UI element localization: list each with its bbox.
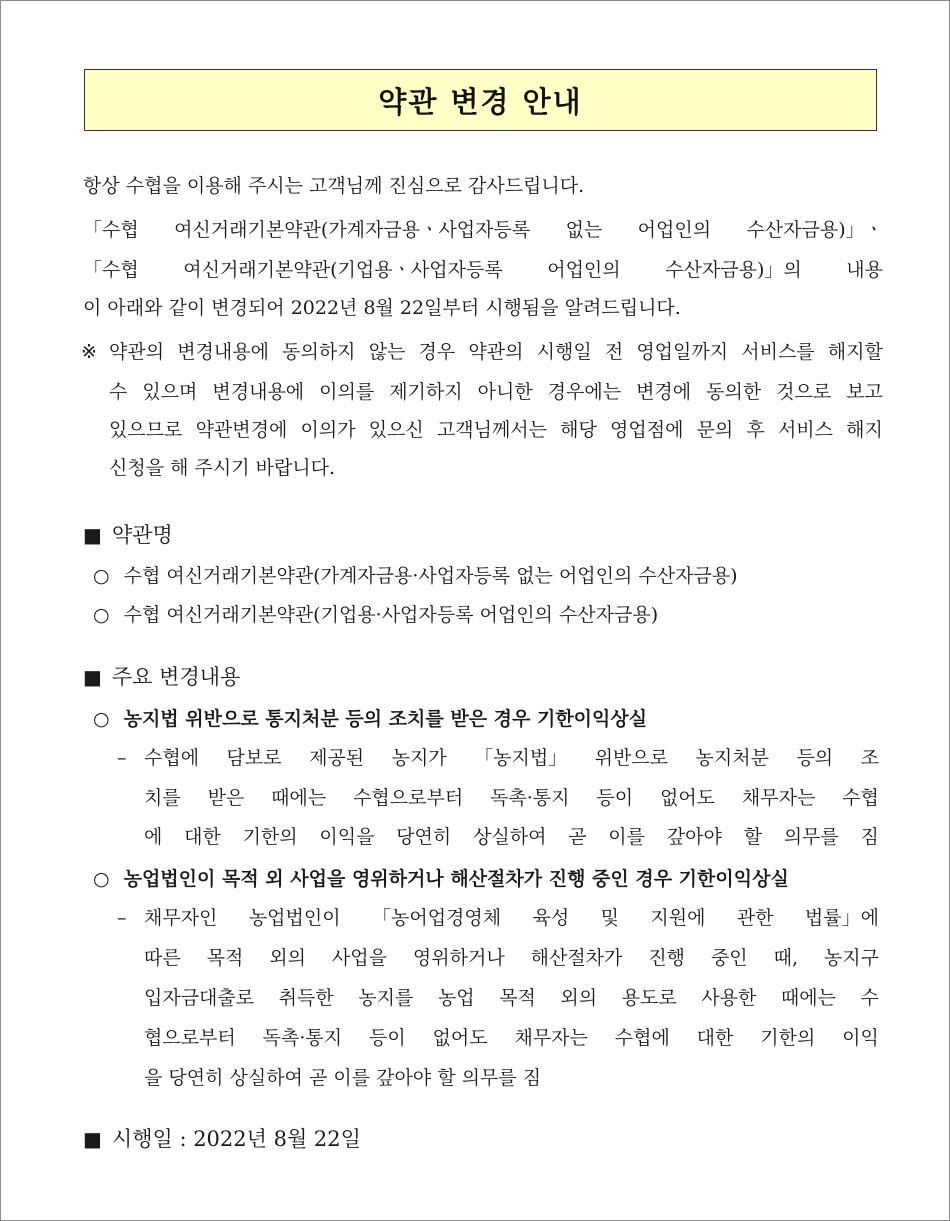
word: 등이: [368, 1027, 406, 1049]
word: 여신거래기본약관(기업용ㆍ사업자등록: [183, 259, 503, 281]
word: 목적: [206, 947, 244, 969]
word: 짐: [860, 826, 879, 848]
word: 있으신: [368, 419, 424, 441]
word: 때에는: [271, 787, 327, 809]
change-2-line-5: 을 당연히 상실하여 곧 이를 갚아야 할 의무를 짐: [144, 1067, 542, 1089]
word: 시행일: [536, 341, 592, 363]
word: 육성: [532, 907, 570, 929]
word: 있으므로: [109, 419, 183, 441]
word: 의무를: [783, 826, 839, 848]
word: 법률」에: [804, 907, 879, 929]
terms-item-1: [93, 567, 738, 586]
word: 외의: [269, 947, 306, 969]
word: 이를: [608, 826, 646, 848]
word: 입자금대출로: [144, 987, 255, 1009]
intro-line-1: 항상 수협을 이용해 주시는 고객님께 진심으로 감사드립니다.: [83, 175, 585, 197]
note-line-1: [109, 343, 883, 362]
word: 수협에: [144, 747, 200, 769]
word: 상실하여: [473, 826, 547, 848]
word: 치를: [144, 787, 181, 809]
word: 수: [860, 987, 879, 1009]
square-bullet-icon: ■: [83, 1127, 102, 1151]
intro-line-4: 이 아래와 같이 변경되어 2022년 8월 22일부터 시행됨을 알려드립니다.: [83, 297, 681, 319]
word: 이의가: [300, 419, 356, 441]
word: 변경내용에: [212, 381, 305, 403]
word: 등이: [596, 787, 634, 809]
word: 동의하지: [282, 341, 356, 363]
word: 제기하지: [389, 381, 463, 403]
change-2-line-4: [144, 1029, 879, 1048]
word: 진행: [648, 947, 686, 969]
section-changes-heading: [83, 667, 883, 688]
word: 지원에: [650, 907, 706, 929]
word: 기한의: [760, 1027, 816, 1049]
word: 없는: [565, 219, 603, 241]
word: 「농지법」: [474, 747, 568, 769]
word: 해지할: [827, 341, 883, 363]
change-1-line-3: [144, 828, 879, 847]
word: 수산자금용)」의: [665, 259, 802, 281]
word: 농업법인이: [248, 907, 341, 929]
circle-bullet-icon: ○: [93, 708, 110, 730]
section-terms-heading: [83, 525, 883, 546]
word: 독촉·통지: [262, 1027, 343, 1049]
word: 「수협: [83, 259, 139, 281]
word: 에: [144, 826, 163, 848]
word: 해산절차가: [530, 947, 623, 969]
note-mark: ※: [81, 341, 97, 363]
word: 영업점에: [610, 419, 684, 441]
word: 당연히: [396, 826, 452, 848]
section-heading-label: 주요 변경내용: [111, 665, 241, 689]
word: 변경내용에: [177, 341, 269, 363]
note-line-2: [109, 383, 883, 402]
word: 농지처분: [695, 747, 769, 769]
word: 용도로: [621, 987, 677, 1009]
word: 보고: [846, 381, 883, 403]
word: 것으로: [776, 381, 832, 403]
word: 이익을: [319, 826, 375, 848]
word: 아니한: [477, 381, 533, 403]
word: 서비스: [777, 419, 833, 441]
terms-item-label: 수협 여신거래기본약관(기업용·사업자등록 어업인의 수산자금용): [123, 604, 659, 626]
word: 동의한: [706, 381, 762, 403]
word: 경우에는: [547, 381, 622, 403]
word: 이익: [842, 1027, 879, 1049]
word: 않는: [368, 341, 406, 363]
dash-icon: –: [117, 747, 127, 769]
word: 사업을: [331, 947, 387, 969]
change-1-line-2: [144, 789, 879, 808]
word: 수협으로부터: [353, 787, 464, 809]
word: 위반으로: [594, 747, 669, 769]
word: 어업인의: [637, 219, 712, 241]
title-box: [84, 69, 877, 131]
word: 없어도: [659, 787, 716, 809]
word: 중인: [710, 947, 748, 969]
word: 「농어업경영체: [371, 907, 502, 929]
word: 대한: [184, 826, 221, 848]
word: 담보로: [226, 747, 282, 769]
word: 대한: [696, 1027, 734, 1049]
word: 수협에: [614, 1027, 670, 1049]
word: 수산자금용)」ㆍ: [746, 219, 883, 241]
word: 농지가: [391, 747, 447, 769]
word: 후: [746, 419, 765, 441]
word: 때,: [773, 947, 798, 969]
word: 사용한: [701, 987, 757, 1009]
intro-line-3: [83, 261, 883, 280]
word: 약관의: [468, 341, 524, 363]
word: 농업: [437, 987, 475, 1009]
word: 여신거래기본약관(가계자금용ㆍ사업자등록: [174, 219, 531, 241]
circle-bullet-icon: ○: [93, 868, 110, 890]
word: 서비스를: [741, 341, 815, 363]
word: 있으며: [142, 381, 198, 403]
word: 영위하거나: [412, 947, 505, 969]
word: 어업인의: [547, 259, 621, 281]
word: 약관의: [109, 341, 165, 363]
word: 받은: [207, 787, 245, 809]
word: 수협: [842, 787, 879, 809]
word: 이의를: [319, 381, 375, 403]
change-item-1-heading: [93, 710, 647, 729]
word: 따른: [144, 947, 181, 969]
effective-date: [83, 1129, 883, 1150]
word: 채무자인: [144, 907, 218, 929]
change-2-line-1: [144, 909, 879, 928]
word: 해당: [560, 419, 597, 441]
square-bullet-icon: ■: [83, 665, 102, 689]
word: 변경에: [636, 381, 692, 403]
word: 약관변경에: [195, 419, 288, 441]
change-item-2-heading: [93, 870, 789, 889]
word: 협으로부터: [144, 1027, 236, 1049]
change-item-label: 농업법인이 목적 외 사업을 영위하거나 해산절차가 진행 중인 경우 기한이익상실: [123, 868, 789, 890]
page-title: 약관 변경 안내: [378, 84, 583, 119]
word: 해지: [846, 419, 883, 441]
word: 채무자는: [741, 787, 816, 809]
word: 제공된: [309, 747, 365, 769]
effective-date-label: 시행일 : 2022년 8월 22일: [111, 1127, 361, 1151]
word: 문의: [696, 419, 734, 441]
circle-bullet-icon: ○: [93, 604, 110, 626]
square-bullet-icon: ■: [83, 523, 102, 547]
word: 영업일까지: [636, 341, 729, 363]
word: 외의: [560, 987, 598, 1009]
word: 관한: [736, 907, 774, 929]
change-2-line-2: [144, 949, 879, 968]
word: 경우: [418, 341, 456, 363]
word: 등의: [796, 747, 834, 769]
word: 할: [743, 826, 762, 848]
word: 내용: [846, 259, 883, 281]
change-1-line-1: [144, 749, 879, 768]
section-heading-label: 약관명: [111, 523, 173, 547]
word: 「수협: [83, 219, 139, 241]
word: 기한의: [242, 826, 298, 848]
word: 농지구: [823, 947, 879, 969]
word: 독촉·통지: [490, 787, 570, 809]
change-2-line-3: [144, 989, 879, 1008]
word: 고객님께서는: [436, 419, 548, 441]
terms-item-label: 수협 여신거래기본약관(가계자금용·사업자등록 없는 어업인의 수산자금용): [123, 565, 738, 587]
circle-bullet-icon: ○: [93, 565, 110, 587]
word: 갚아야: [666, 826, 722, 848]
change-item-label: 농지법 위반으로 통지처분 등의 조치를 받은 경우 기한이익상실: [123, 708, 648, 730]
word: 농지를: [358, 987, 414, 1009]
word: 및: [600, 907, 619, 929]
note-line-4: 신청을 해 주시기 바랍니다.: [109, 457, 336, 479]
word: 취득한: [278, 987, 334, 1009]
terms-item-2: [93, 606, 658, 625]
word: 곧: [568, 826, 587, 848]
word: 조: [860, 747, 879, 769]
intro-line-2: [83, 221, 883, 240]
word: 목적: [499, 987, 536, 1009]
dash-icon: –: [117, 907, 127, 929]
word: 때에는: [780, 987, 836, 1009]
word: 채무자는: [514, 1027, 588, 1049]
word: 전: [604, 341, 624, 363]
word: 없어도: [432, 1027, 488, 1049]
note-line-3: [109, 421, 883, 440]
word: 수: [109, 381, 128, 403]
